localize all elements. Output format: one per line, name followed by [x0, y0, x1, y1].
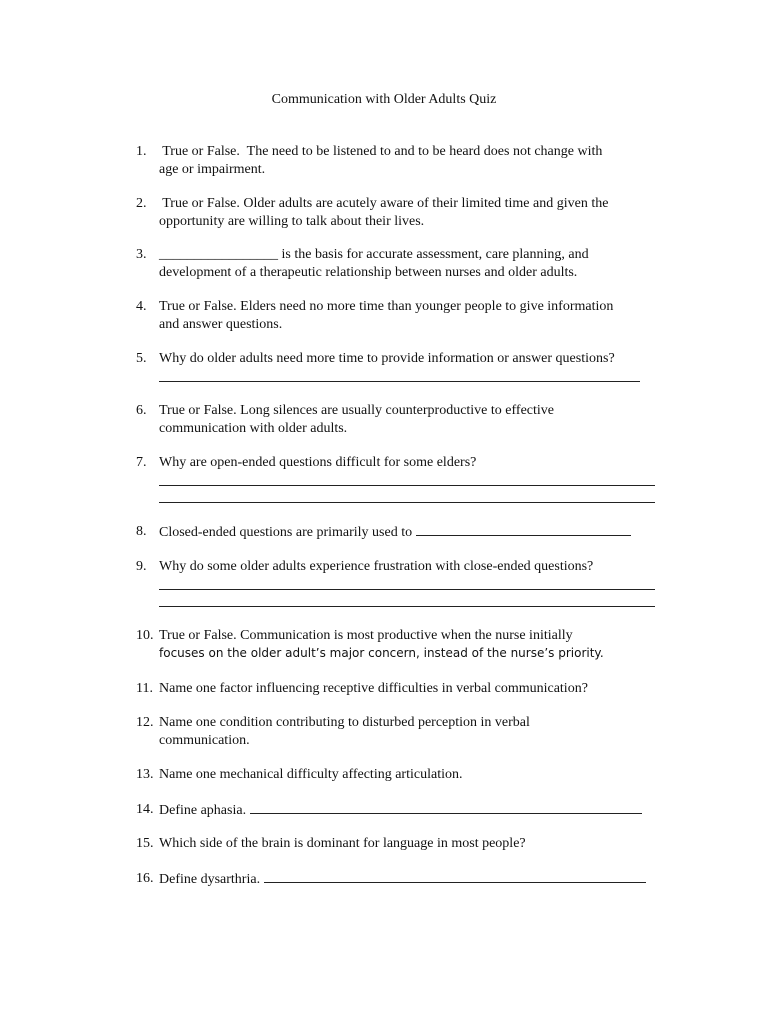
question-text: [159, 714, 659, 749]
question-line: True or False. Communication is most productive when the nurse initially: [159, 628, 573, 643]
answer-blank[interactable]: [250, 801, 642, 814]
answer-blank[interactable]: [264, 870, 646, 883]
question-line: Why do some older adults experience frustration with close-ended questions?: [159, 559, 594, 574]
question-line: [159, 523, 659, 542]
question-line: Name one condition contributing to disturbed perception in verbal: [159, 715, 530, 730]
question-text: [159, 766, 659, 784]
question-line: communication with older adults.: [159, 420, 348, 436]
question-line: development of a therapeutic relationship between nurses and older adults.: [159, 264, 578, 280]
question-text: [159, 143, 659, 178]
question-line: Name one factor influencing receptive difficulties in verbal communication?: [159, 681, 588, 696]
question-text: [159, 523, 659, 542]
question-line: [159, 870, 659, 889]
question-number: 15.: [136, 836, 154, 851]
question-line: Name one mechanical difficulty affecting articulation.: [159, 767, 463, 782]
question-line: opportunity are willing to talk about their lives.: [159, 213, 425, 229]
question-text: [159, 350, 659, 368]
question-line-text: Define aphasia.: [159, 803, 247, 818]
question-number: 13.: [136, 767, 154, 782]
question-number: 10.: [136, 628, 154, 643]
question-text: [159, 680, 659, 698]
question-number: 14.: [136, 802, 154, 817]
answer-line[interactable]: [159, 606, 655, 607]
question-line-text: Define dysarthria.: [159, 872, 261, 887]
question-text: [159, 627, 659, 662]
question-number: 16.: [136, 871, 154, 886]
question-number: 7.: [136, 455, 147, 470]
answer-line[interactable]: [159, 589, 655, 590]
question-line: True or False. Long silences are usually counterproductive to effective: [159, 403, 554, 418]
question-text: [159, 402, 659, 437]
question-number: 1.: [136, 144, 147, 159]
question-number: 6.: [136, 403, 147, 418]
question-line: [159, 801, 659, 820]
question-line: True or False. Older adults are acutely aware of their limited time and given the: [159, 196, 609, 211]
question-number: 11.: [136, 681, 153, 696]
question-number: 2.: [136, 196, 147, 211]
question-text: [159, 246, 659, 281]
question-text: [159, 801, 659, 820]
question-line: age or impairment.: [159, 161, 266, 177]
page-title: Communication with Older Adults Quiz: [271, 92, 497, 107]
question-text: [159, 835, 659, 853]
question-number: 12.: [136, 715, 154, 730]
question-line: True or False. The need to be listened to and to be heard does not change with: [159, 144, 603, 159]
question-text: [159, 195, 659, 230]
question-line: Why do older adults need more time to provide information or answer questions?: [159, 351, 615, 366]
question-number: 3.: [136, 247, 147, 262]
question-line: and answer questions.: [159, 316, 283, 332]
question-line: True or False. Elders need no more time than younger people to give information: [159, 299, 614, 314]
question-line: communication.: [159, 732, 250, 748]
question-number: 5.: [136, 351, 147, 366]
question-text: [159, 558, 659, 576]
answer-line[interactable]: [159, 485, 655, 486]
question-text: [159, 298, 659, 333]
question-number: 4.: [136, 299, 147, 314]
question-number: 9.: [136, 559, 147, 574]
question-number: 8.: [136, 524, 147, 539]
question-text: [159, 454, 659, 472]
question-line: _________________ is the basis for accurate assessment, care planning, and: [159, 247, 589, 262]
answer-line[interactable]: [159, 502, 655, 503]
answer-blank[interactable]: [416, 523, 631, 536]
question-line: focuses on the older adult’s major concern, instead of the nurse’s priority.: [159, 645, 604, 660]
answer-line[interactable]: [159, 381, 640, 382]
question-line-text: Closed-ended questions are primarily used to: [159, 525, 413, 540]
question-line: Which side of the brain is dominant for language in most people?: [159, 836, 526, 851]
question-line: Why are open-ended questions difficult for some elders?: [159, 455, 477, 470]
question-text: [159, 870, 659, 889]
